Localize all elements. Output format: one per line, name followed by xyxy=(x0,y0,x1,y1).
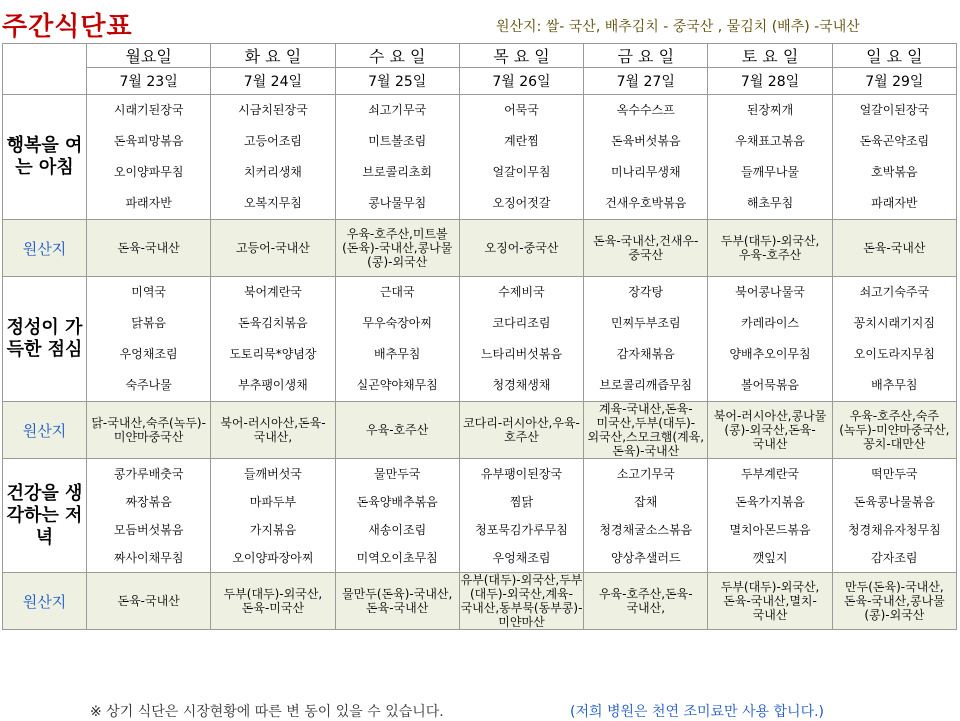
origin-cell: 돈육-국내산,건새우-중국산 xyxy=(584,220,708,277)
menu-item: 우엉채조림 xyxy=(492,550,551,565)
menu-item: 콩가루배춧국 xyxy=(113,466,184,481)
date-header: 7월 24일 xyxy=(211,68,335,95)
menu-item: 잡채 xyxy=(634,494,658,509)
menu-item: 들깨버섯국 xyxy=(243,466,302,481)
lunch-cell xyxy=(335,277,459,402)
menu-item: 카레라이스 xyxy=(741,316,800,330)
menu-item: 돈육양배추볶음 xyxy=(356,494,438,509)
menu-item: 물만두국 xyxy=(374,466,421,481)
menu-item: 우엉채조림 xyxy=(119,347,178,361)
breakfast-label: 행복을 여는 아침 xyxy=(3,95,87,220)
origin-cell: 계육-국내산,돈육-미국산,두부(대두)-외국산,스모크햄(계육,돈육)-국내산 xyxy=(584,402,708,459)
menu-item: 배추무침 xyxy=(374,347,421,361)
menu-item: 쇠고기숙주국 xyxy=(859,285,930,299)
menu-item: 청경채굴소스볶음 xyxy=(599,522,693,537)
menu-item: 돈육김치볶음 xyxy=(238,316,308,330)
origin-cell: 우육-호주산,돈육-국내산, xyxy=(584,573,708,630)
date-header-row xyxy=(3,68,957,95)
origin-cell: 북어-러시아산,돈육-국내산, xyxy=(211,402,335,459)
menu-item: 건새우호박볶음 xyxy=(605,196,687,210)
origin-cell: 우육-호주산,숙주(녹두)-미얀마중국산,꽁치-대만산 xyxy=(832,402,956,459)
date-header: 7월 23일 xyxy=(87,68,211,95)
origin-cell: 오징어-중국산 xyxy=(459,220,583,277)
seasoning-note: (저희 병원은 천연 조미료만 사용 합니다.) xyxy=(570,704,825,720)
lunch-row xyxy=(3,277,957,402)
breakfast-cell xyxy=(335,95,459,220)
origin-label: 원산지 xyxy=(3,573,87,630)
menu-item: 오징어젓갈 xyxy=(492,196,551,210)
date-header: 7월 27일 xyxy=(584,68,708,95)
menu-item: 모듬버섯볶음 xyxy=(113,522,184,537)
menu-item: 시래기된장국 xyxy=(113,103,184,117)
menu-item: 호박볶음 xyxy=(871,165,918,179)
breakfast-cell xyxy=(832,95,956,220)
lunch-cell xyxy=(832,277,956,402)
menu-item: 콩나물무침 xyxy=(368,196,427,210)
menu-item: 얼갈이된장국 xyxy=(859,103,930,117)
menu-item: 오이도라지무침 xyxy=(853,347,935,361)
origin-cell: 고등어-국내산 xyxy=(211,220,335,277)
menu-item: 고등어조림 xyxy=(243,134,302,148)
menu-item: 들깨무나물 xyxy=(741,165,800,179)
breakfast-origin-row xyxy=(3,220,957,277)
breakfast-cell xyxy=(584,95,708,220)
dinner-row xyxy=(3,459,957,573)
menu-item: 도토리묵*양념장 xyxy=(229,347,317,361)
menu-item: 무우숙장아찌 xyxy=(362,316,432,330)
origin-cell: 두부(대두)-외국산,돈육-미국산 xyxy=(211,573,335,630)
dinner-cell xyxy=(87,459,211,573)
origin-cell: 물만두(돈육)-국내산,돈육-국내산 xyxy=(335,573,459,630)
menu-item: 감자조림 xyxy=(871,550,918,565)
menu-item: 쇠고기무국 xyxy=(368,103,427,117)
date-header: 7월 25일 xyxy=(335,68,459,95)
dinner-cell xyxy=(211,459,335,573)
origin-cell: 우육-호주산 xyxy=(335,402,459,459)
menu-item: 북어콩나물국 xyxy=(735,285,805,299)
weekday-header: 수 요 일 xyxy=(335,44,459,68)
weekday-header: 월요일 xyxy=(87,44,211,68)
origin-cell: 우육-호주산,미트볼(돈육)-국내산,콩나물(콩)-외국산 xyxy=(335,220,459,277)
menu-item: 깻잎지 xyxy=(752,550,788,565)
menu-item: 멸치아몬드볶음 xyxy=(729,522,811,537)
menu-item: 양상추샐러드 xyxy=(610,550,681,565)
menu-item: 장각탕 xyxy=(628,285,664,299)
menu-item: 청포묵김가루무침 xyxy=(475,522,568,537)
menu-item: 짜사이채무침 xyxy=(113,550,184,565)
weekday-header: 화 요 일 xyxy=(211,44,335,68)
menu-item: 시금치된장국 xyxy=(238,103,308,117)
notice-text: ※ 상기 식단은 시장현황에 따른 변 동이 있을 수 있습니다. xyxy=(90,704,444,720)
menu-item: 얼갈이무침 xyxy=(492,165,551,179)
origin-label: 원산지 xyxy=(3,402,87,459)
menu-item: 감자채볶음 xyxy=(616,347,675,361)
date-header: 7월 26일 xyxy=(459,68,583,95)
menu-item: 마파두부 xyxy=(249,494,297,509)
menu-item: 돈육피망볶음 xyxy=(113,134,184,148)
date-header: 7월 29일 xyxy=(832,68,956,95)
menu-item: 계란찜 xyxy=(504,134,539,148)
weekly-menu-table xyxy=(2,43,957,630)
menu-item: 볼어묵볶음 xyxy=(741,378,800,392)
menu-item: 민찌두부조림 xyxy=(610,316,681,330)
menu-item: 오이양파무침 xyxy=(113,165,184,179)
lunch-cell xyxy=(211,277,335,402)
menu-item: 숙주나물 xyxy=(125,378,172,392)
breakfast-cell xyxy=(87,95,211,220)
menu-item: 코다리조림 xyxy=(492,316,551,330)
menu-item: 치커리생채 xyxy=(243,165,302,179)
menu-item: 배추무침 xyxy=(871,378,918,392)
origin-cell: 돈육-국내산 xyxy=(87,220,211,277)
page-title: 주간식단표 xyxy=(2,12,133,42)
corner-cell xyxy=(3,44,87,95)
menu-item: 브로콜리초회 xyxy=(362,165,432,179)
breakfast-cell xyxy=(459,95,583,220)
menu-item: 브로콜리깨즙무침 xyxy=(599,378,693,392)
menu-item: 떡만두국 xyxy=(871,466,918,481)
origin-cell: 코다리-러시아산,우육-호주산 xyxy=(459,402,583,459)
menu-item: 돈육곤약조림 xyxy=(859,134,930,148)
menu-item: 돈육콩나물볶음 xyxy=(853,494,935,509)
menu-item: 미트볼조림 xyxy=(368,134,427,148)
origin-cell: 두부(대두)-외국산,돈육-국내산,멸치-국내산 xyxy=(708,573,832,630)
origin-cell: 닭-국내산,숙주(녹두)-미얀마중국산 xyxy=(87,402,211,459)
origin-label: 원산지 xyxy=(3,220,87,277)
menu-item: 근대국 xyxy=(379,285,415,299)
menu-item: 부추팽이생채 xyxy=(238,378,308,392)
menu-item: 어묵국 xyxy=(504,103,539,117)
menu-item: 해초무침 xyxy=(746,196,794,210)
menu-item: 실곤약야채무침 xyxy=(356,378,438,392)
menu-item: 두부계란국 xyxy=(741,466,800,481)
lunch-cell xyxy=(584,277,708,402)
lunch-cell xyxy=(87,277,211,402)
breakfast-cell xyxy=(708,95,832,220)
menu-item: 소고기무국 xyxy=(616,466,675,481)
lunch-origin-row xyxy=(3,402,957,459)
origin-cell: 유부(대두)-외국산,두부(대두)-외국산,계육-국내산,동부묵(동부콩)-미얀마산 xyxy=(460,573,583,629)
breakfast-row xyxy=(3,95,957,220)
menu-item: 우채표고볶음 xyxy=(735,134,805,148)
menu-item: 유부팽이된장국 xyxy=(480,466,563,481)
menu-item: 양배추오이무침 xyxy=(729,347,811,361)
weekday-header: 목 요 일 xyxy=(459,44,583,68)
menu-item: 닭볶음 xyxy=(131,316,167,330)
menu-item: 가지볶음 xyxy=(249,522,297,537)
weekday-header: 일 요 일 xyxy=(832,44,956,68)
menu-item: 돈육버섯볶음 xyxy=(610,134,681,148)
dinner-cell xyxy=(832,459,956,573)
menu-item: 청경채유자청무침 xyxy=(847,522,941,537)
date-header: 7월 28일 xyxy=(708,68,832,95)
menu-item: 오이양파장아찌 xyxy=(232,550,314,565)
weekday-header: 토 요 일 xyxy=(708,44,832,68)
menu-item: 짜장볶음 xyxy=(125,494,172,509)
origin-cell: 돈육-국내산 xyxy=(87,573,211,630)
origin-cell: 돈육-국내산 xyxy=(832,220,956,277)
dinner-cell xyxy=(708,459,832,573)
origin-cell: 북어-러시아산,콩나물(콩)-외국산,돈육-국내산 xyxy=(708,402,832,459)
menu-item: 미역오이초무침 xyxy=(356,550,438,565)
menu-item: 미나리무생채 xyxy=(610,165,681,179)
menu-item: 수제비국 xyxy=(498,285,545,299)
dinner-origin-row xyxy=(3,573,957,630)
origin-note: 원산지: 쌀- 국산, 배추김치 - 중국산 , 물김치 (배추) -국내산 xyxy=(496,19,860,35)
weekday-header: 금 요 일 xyxy=(584,44,708,68)
origin-cell: 만두(돈육)-국내산,돈육-국내산,콩나물(콩)-외국산 xyxy=(832,573,956,630)
menu-item: 미역국 xyxy=(131,285,167,299)
lunch-cell xyxy=(459,277,583,402)
menu-item: 파래자반 xyxy=(125,196,172,210)
lunch-label: 정성이 가득한 점심 xyxy=(3,277,87,402)
breakfast-cell xyxy=(211,95,335,220)
dinner-cell xyxy=(335,459,459,573)
menu-item: 꽁치시래기지짐 xyxy=(853,316,935,330)
origin-cell: 두부(대두)-외국산,우육-호주산 xyxy=(708,220,832,277)
menu-item: 북어계란국 xyxy=(243,285,302,299)
weekday-header-row xyxy=(3,44,957,68)
menu-item: 청경채생채 xyxy=(492,378,551,392)
menu-item: 돈육가지볶음 xyxy=(735,494,805,509)
menu-item: 느타리버섯볶음 xyxy=(480,347,563,361)
menu-item: 된장찌개 xyxy=(746,103,794,117)
dinner-cell xyxy=(459,459,583,573)
lunch-cell xyxy=(708,277,832,402)
menu-item: 옥수수스프 xyxy=(616,103,675,117)
menu-item: 새송이조림 xyxy=(368,522,427,537)
dinner-label: 건강을 생각하는 저녁 xyxy=(3,459,87,573)
menu-item: 오복지무침 xyxy=(243,196,302,210)
menu-item: 파래자반 xyxy=(871,196,918,210)
menu-item: 찜닭 xyxy=(509,494,534,509)
dinner-cell xyxy=(584,459,708,573)
